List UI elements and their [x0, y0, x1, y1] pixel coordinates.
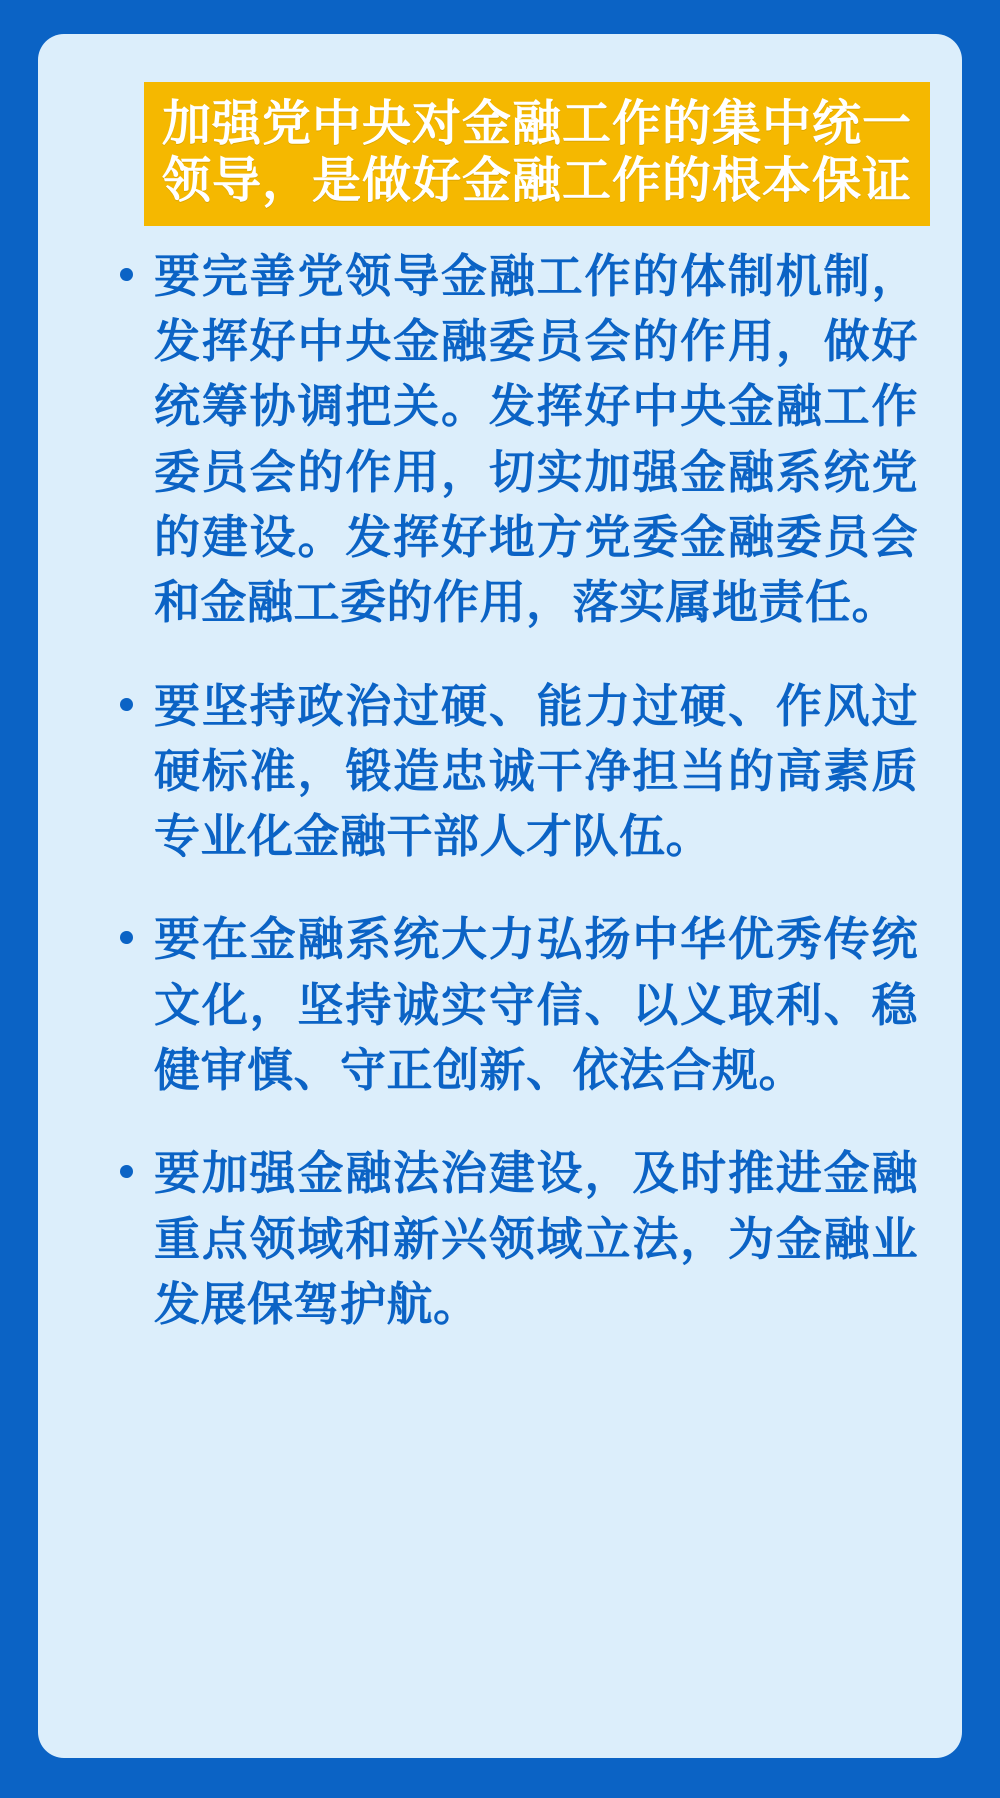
list-item — [82, 1141, 918, 1337]
list-item — [82, 244, 918, 636]
list-item-text: 要在金融系统大力弘扬中华优秀传统文化，坚持诚实守信、以义取利、稳健审慎、守正创新、依法合规。 — [154, 914, 918, 1097]
title-line-1: 加强党中央对金融工作的集中统一 — [162, 96, 913, 151]
list-item — [82, 674, 918, 870]
list-item — [82, 907, 918, 1103]
bullet-dot-icon — [120, 268, 133, 281]
title-banner — [144, 82, 930, 226]
bullet-dot-icon — [120, 1165, 133, 1178]
list-item-text: 要加强金融法治建设，及时推进金融重点领域和新兴领域立法，为金融业发展保驾护航。 — [154, 1148, 918, 1331]
title-line-2: 领导，是做好金融工作的根本保证 — [162, 152, 913, 208]
poster-card — [38, 34, 962, 1758]
bullet-list — [82, 244, 918, 1338]
list-item-text: 要完善党领导金融工作的体制机制，发挥好中央金融委员会的作用，做好统筹协调把关。发挥好中央金融工作委员会的作用，切实加强金融系统党的建设。发挥好地方党委金融委员会和金融工委的作用，落实属地责任。 — [154, 250, 918, 629]
bullet-dot-icon — [120, 931, 133, 944]
bullet-dot-icon — [120, 698, 133, 711]
list-item-text: 要坚持政治过硬、能力过硬、作风过硬标准，锻造忠诚干净担当的高素质专业化金融干部人才队伍。 — [154, 680, 918, 863]
